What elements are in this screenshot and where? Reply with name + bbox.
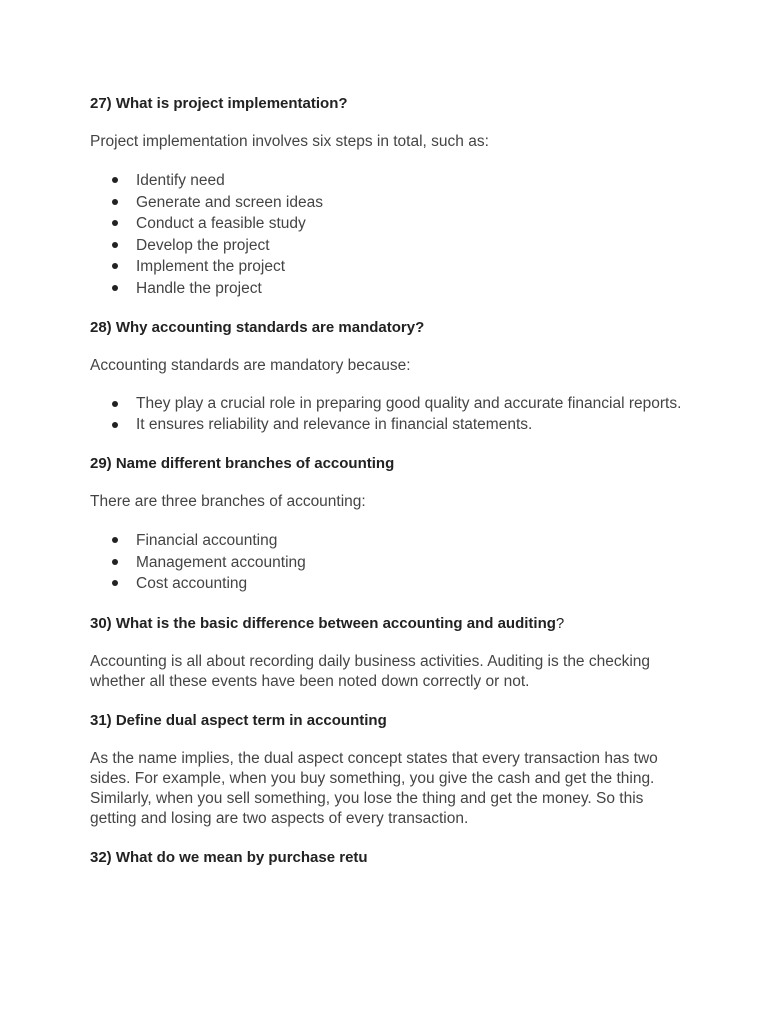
answer-paragraph-30: Accounting is all about recording daily business activities. Auditing is the checking whether all these events have been noted down correctly or not. — [90, 652, 651, 690]
section-31 — [90, 711, 688, 829]
question-heading-27: 27) What is project implementation? — [90, 95, 348, 112]
bullet-icon — [112, 177, 118, 183]
bullet-icon — [112, 285, 118, 291]
bullet-icon — [112, 199, 118, 205]
list-item: They play a crucial role in preparing good quality and accurate financial reports. — [90, 394, 688, 414]
section-28 — [90, 318, 688, 435]
list-item: Implement the project — [90, 256, 688, 278]
bullet-icon — [112, 559, 118, 565]
section-30 — [90, 614, 688, 692]
answer-intro-29: There are three branches of accounting: — [90, 493, 366, 510]
list-item: Management accounting — [90, 552, 688, 574]
question-heading-28: 28) Why accounting standards are mandatory? — [90, 319, 425, 336]
answer-list-28 — [90, 394, 688, 435]
list-item: Generate and screen ideas — [90, 192, 688, 214]
section-27 — [90, 94, 688, 299]
section-32 — [90, 848, 688, 868]
question-heading-29: 29) Name different branches of accounting — [90, 455, 395, 472]
list-item: Cost accounting — [90, 573, 688, 595]
bullet-icon — [112, 580, 118, 586]
bullet-icon — [112, 242, 118, 248]
bullet-icon — [112, 401, 118, 407]
bullet-icon — [112, 220, 118, 226]
heading-tail-30: ? — [555, 614, 565, 632]
question-heading-32: 32) What do we mean by purchase retu — [90, 848, 368, 866]
bullet-icon — [112, 422, 118, 428]
list-item: Financial accounting — [90, 530, 688, 552]
answer-list-27 — [90, 170, 688, 299]
answer-intro-27: Project implementation involves six steps in total, such as: — [90, 133, 489, 150]
list-item: Identify need — [90, 170, 688, 192]
answer-paragraph-31: As the name implies, the dual aspect concept states that every transaction has two sides. For example, when you buy something, you give the cash and get the thing. Similarly, when you sell something, you lose the thing and get the money. So this getting and losing are two aspects of every transaction. — [90, 749, 658, 827]
question-heading-31: 31) Define dual aspect term in accounting — [90, 711, 387, 729]
list-item: It ensures reliability and relevance in financial statements. — [90, 415, 688, 435]
bullet-icon — [112, 263, 118, 269]
answer-list-29 — [90, 530, 688, 595]
question-heading-30: 30) What is the basic difference between accounting and auditing? — [90, 614, 565, 632]
list-item: Develop the project — [90, 235, 688, 257]
bullet-icon — [112, 537, 118, 543]
answer-intro-28: Accounting standards are mandatory because: — [90, 357, 411, 374]
section-29 — [90, 454, 688, 595]
list-item: Handle the project — [90, 278, 688, 300]
list-item: Conduct a feasible study — [90, 213, 688, 235]
